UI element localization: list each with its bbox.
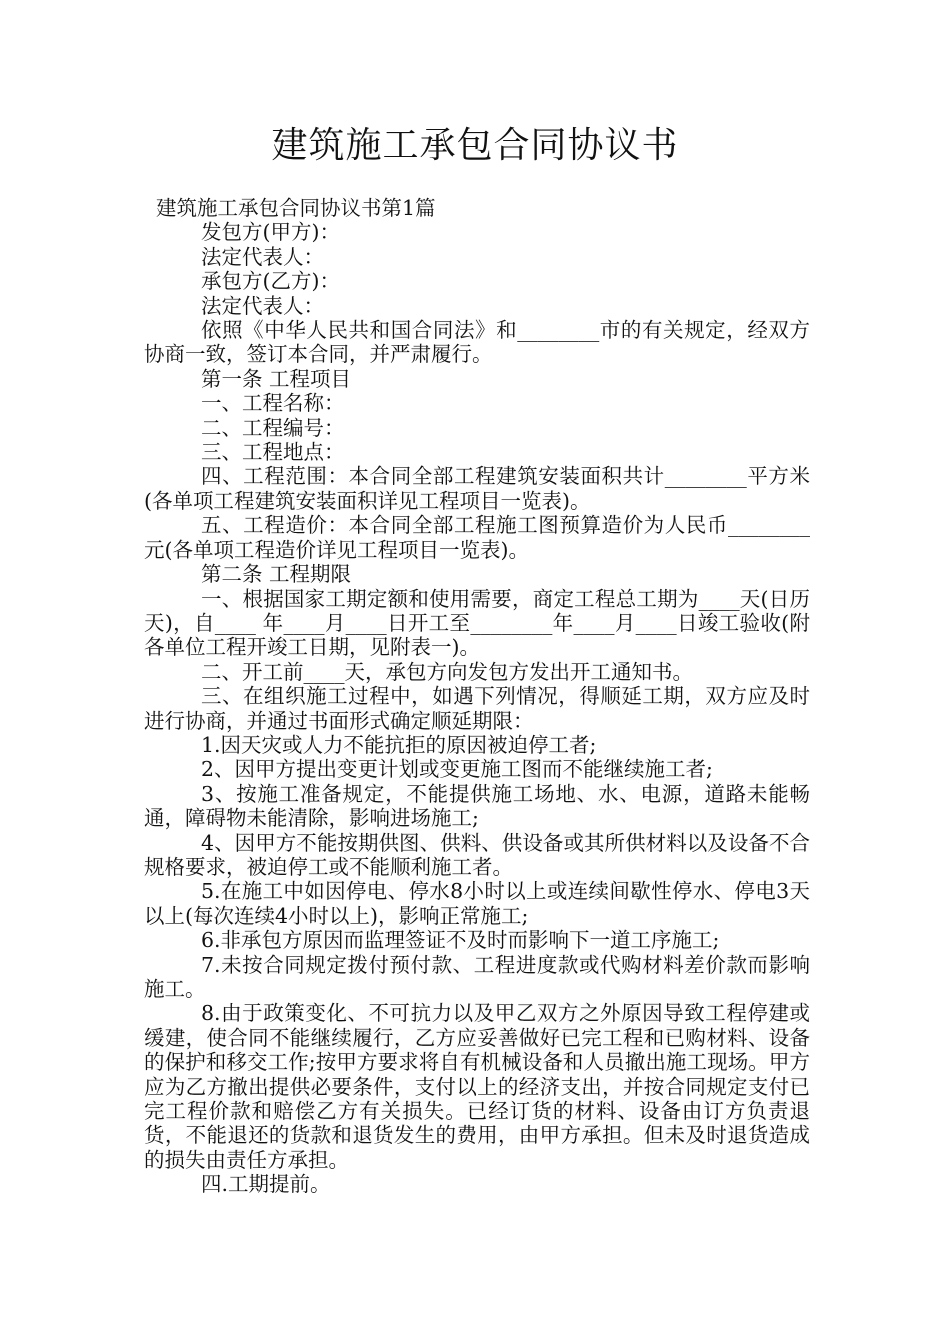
- section-heading: 建筑施工承包合同协议书第1篇: [156, 196, 436, 220]
- paragraph: 依照《中华人民共和国合同法》和________市的有关规定，经双方协商一致，签订本合同，并严肃履行。: [144, 318, 810, 367]
- document-title: 建筑施工承包合同协议书: [271, 125, 679, 166]
- document-body: [144, 196, 810, 1197]
- paragraph: 三、工程地点：: [201, 440, 345, 465]
- article-heading: 第二条 工程期限: [201, 562, 352, 587]
- paragraph: 一、根据国家工期定额和使用需要，商定工程总工期为____天(日历天)，自____ 年____月____日开工至________年____月____日竣工验收(附各单位工程开竣工日期，见附表一)。: [144, 586, 810, 660]
- list-item: 6.非承包方原因而监理签证不及时而影响下一道工序施工;: [201, 928, 720, 953]
- list-item: 8.由于政策变化、不可抗力以及甲乙双方之外原因导致工程停建或缓建，使合同不能继续履行，乙方应妥善做好已完工程和已购材料、设备的保护和移交工作;按甲方要求将自有机械设备和人员撤出施工现场。甲方应为乙方撤出提供必要条件，支付以上的经济支出，并按合同规定支付已完工程价款和赔偿乙方有关损失。已经订货的材料、设备由订方负责退货，不能退还的货款和退货发生的费用，由甲方承担。但未及时退货造成的损失由责任方承担。: [144, 1001, 810, 1172]
- paragraph: 法定代表人：: [201, 293, 324, 318]
- list-item: 7.未按合同规定拨付预付款、工程进度款或代购材料差价款而影响施工。: [144, 952, 810, 1001]
- paragraph: 二、工程编号：: [201, 415, 345, 440]
- paragraph: 四.工期提前。: [201, 1172, 331, 1197]
- paragraph: 法定代表人：: [201, 244, 324, 269]
- list-item: 5.在施工中如因停电、停水8小时以上或连续间歇性停水、停电3天以上(每次连续4小时以上)，影响正常施工;: [144, 879, 810, 928]
- article-heading: 第一条 工程项目: [201, 366, 352, 391]
- paragraph: 承包方(乙方)：: [201, 269, 340, 294]
- list-item: 1.因天灾或人力不能抗拒的原因被迫停工者;: [201, 732, 597, 757]
- paragraph: 一、工程名称：: [201, 391, 345, 416]
- list-item: 2、因甲方提出变更计划或变更施工图而不能继续施工者;: [201, 757, 713, 782]
- paragraph: 三、在组织施工过程中，如遇下列情况，得顺延工期，双方应及时进行协商，并通过书面形式确定顺延期限：: [144, 684, 810, 733]
- paragraph: 四、工程范围：本合同全部工程建筑安装面积共计________平方米(各单项工程建筑安装面积详见工程项目一览表)。: [144, 464, 810, 513]
- list-item: 4、因甲方不能按期供图、供料、供设备或其所供材料以及设备不合规格要求，被迫停工或不能顺利施工者。: [144, 830, 810, 879]
- paragraph: 二、开工前____天，承包方向发包方发出开工通知书。: [201, 659, 693, 684]
- paragraph: 五、工程造价：本合同全部工程施工图预算造价为人民币________元(各单项工程造价详见工程项目一览表)。: [144, 513, 810, 562]
- list-item: 3、按施工准备规定，不能提供施工场地、水、电源，道路未能畅通，障碍物未能清除，影响进场施工;: [144, 781, 810, 831]
- paragraph: 发包方(甲方)：: [201, 220, 340, 245]
